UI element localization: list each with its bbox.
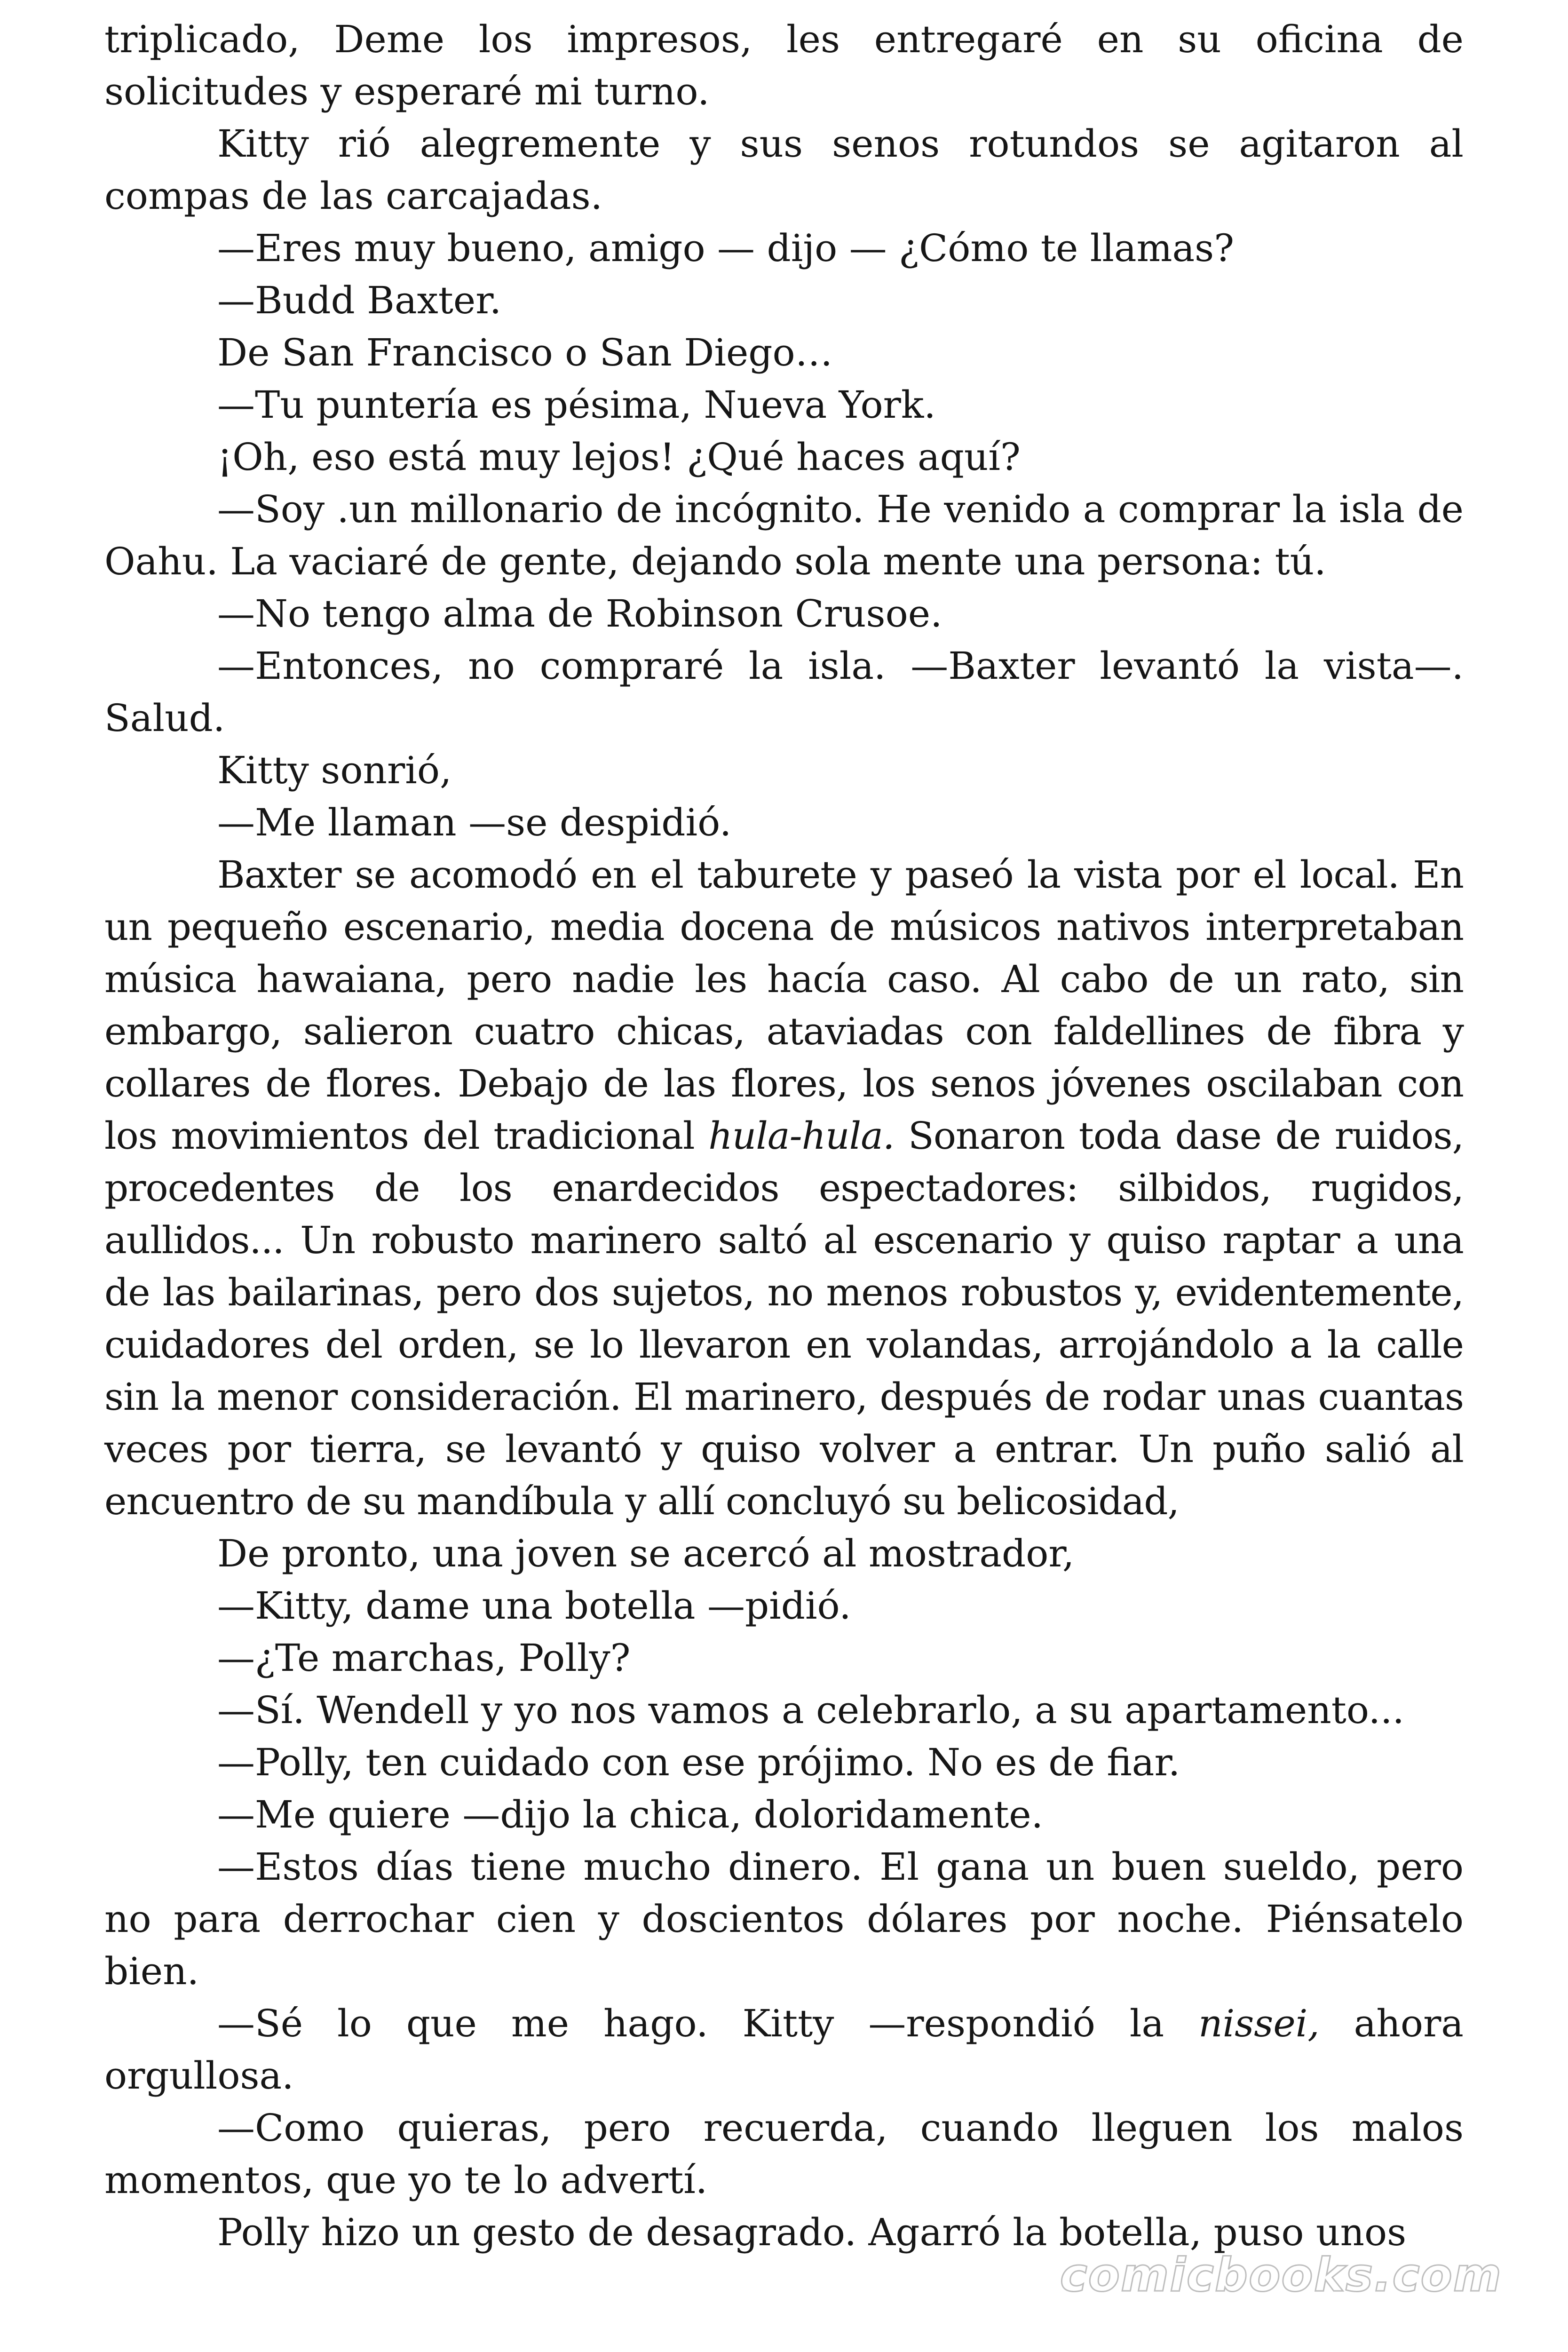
text-run: —Estos días tiene mucho dinero. El gana un buen sueldo, pero no para derrochar cien y doscientos dólares por noche. Piénsatelo bien. [104, 1845, 1464, 1993]
text-run: Polly hizo un gesto de desagrado. Agarró la botella, puso unos [217, 2210, 1407, 2254]
paragraph [104, 588, 1464, 640]
paragraph [104, 326, 1464, 379]
text-run: ahora orgullosa. [104, 2002, 1464, 2098]
text-run: —Kitty, dame una botella —pidió. [217, 1584, 851, 1628]
watermark-logo: comicbooks.com [1060, 2249, 1502, 2302]
text-run: —Me llaman —se despidió. [217, 801, 732, 844]
italic-run: nissei, [1198, 2002, 1320, 2045]
text-run: —Tu puntería es pésima, Nueva York. [217, 383, 936, 427]
paragraph [104, 744, 1464, 796]
paragraph [104, 796, 1464, 849]
paragraph [104, 431, 1464, 483]
paragraph [104, 1684, 1464, 1736]
paragraph [104, 379, 1464, 431]
text-run: —Me quiere —dijo la chica, doloridamente. [217, 1793, 1044, 1836]
text-run: —Como quieras, pero recuerda, cuando lleguen los malos momentos, que yo te lo advertí. [104, 2106, 1464, 2202]
text-run: —Sí. Wendell y yo nos vamos a celebrarlo, a su apartamento... [217, 1688, 1404, 1732]
text-run: —Entonces, no compraré la isla. —Baxter levantó la vista—. Salud. [104, 644, 1464, 740]
paragraph [104, 849, 1464, 1527]
paragraph [104, 274, 1464, 326]
text-run: ¡Oh, eso está muy lejos! ¿Qué haces aquí? [217, 435, 1021, 479]
text-run: Baxter se acomodó en el taburete y paseó la vista por el local. En un pequeño escenario, media docena de músicos nativos interpretaban música hawaiana, pero nadie les hacía caso. Al cabo de un rato, sin embargo, salieron cuatro chicas, ataviadas con faldellines de fibra y collares de flores. Debajo de las flores, los senos jóvenes oscilaban con los movimientos del tradicional [104, 853, 1464, 1158]
paragraph [104, 1841, 1464, 1997]
paragraph [104, 1736, 1464, 1788]
text-run: Kitty sonrió, [217, 748, 452, 792]
text-run: —Sé lo que me hago. Kitty —respondió la [217, 2002, 1199, 2045]
paragraph [104, 640, 1464, 744]
text-run: De San Francisco o San Diego… [217, 331, 833, 374]
paragraph [104, 483, 1464, 588]
text-run: —Polly, ten cuidado con ese prójimo. No es de fiar. [217, 1740, 1180, 1784]
paragraph [104, 1527, 1464, 1580]
paragraph [104, 1997, 1464, 2102]
text-run: —Soy .un millonario de incógnito. He venido a comprar la isla de Oahu. La vaciaré de gente, dejando sola mente una persona: tú. [104, 487, 1464, 583]
text-run: —¿Te marchas, Polly? [217, 1636, 631, 1680]
paragraph [104, 1788, 1464, 1841]
text-run: —No tengo alma de Robinson Crusoe. [217, 592, 942, 636]
paragraph [104, 1580, 1464, 1632]
book-page-text [104, 13, 1464, 2258]
text-run: De pronto, una joven se acercó al mostrador, [217, 1532, 1075, 1575]
text-run: Sonaron toda dase de ruidos, procedentes de los enardecidos espectadores: silbidos, rugidos, aullidos... Un robusto marinero saltó al escenario y quiso raptar a una de las bailarinas, pero dos sujetos, no menos robustos y, evidentemente, cuidadores del orden, se lo llevaron en volandas, arrojándolo a la calle sin la menor consideración. El marinero, después de rodar unas cuantas veces por tierra, se levantó y quiso volver a entrar. Un puño salió al encuentro de su mandíbula y allí concluyó su belicosidad, [104, 1114, 1464, 1523]
text-run: —Eres muy bueno, amigo — dijo — ¿Cómo te llamas? [217, 226, 1235, 270]
text-run: Kitty rió alegremente y sus senos rotundos se agitaron al compas de las carcajadas. [104, 122, 1464, 218]
paragraph [104, 13, 1464, 118]
paragraph [104, 1632, 1464, 1684]
paragraph [104, 2102, 1464, 2206]
text-run: —Budd Baxter. [217, 278, 502, 322]
italic-run: hula-hula. [708, 1114, 895, 1158]
paragraph [104, 118, 1464, 222]
paragraph [104, 222, 1464, 274]
text-run: triplicado, Deme los impresos, les entregaré en su oficina de solicitudes y esperaré mi turno. [104, 17, 1464, 113]
